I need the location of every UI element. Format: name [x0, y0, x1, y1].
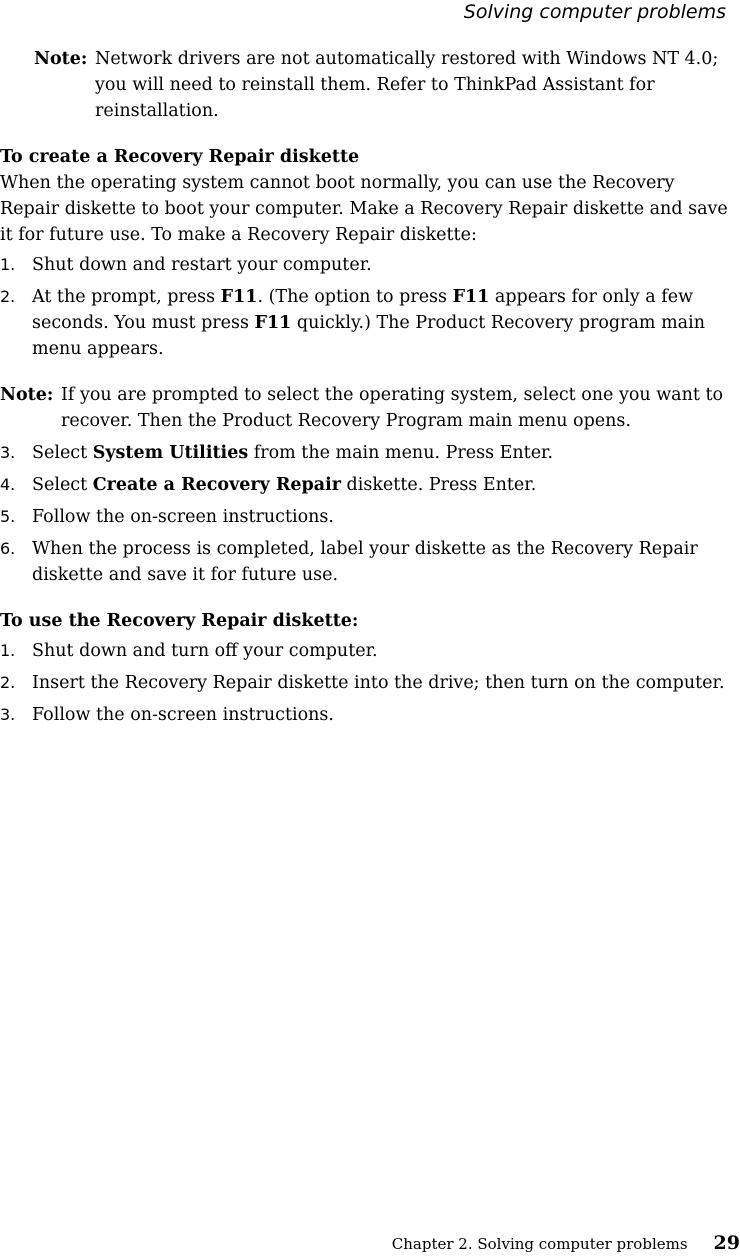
page-footer [392, 1232, 740, 1255]
list-item [0, 638, 738, 664]
step-text: When the process is completed, label your diskette as the Recovery Repair diskette and save it for future use. [32, 539, 698, 585]
step-text-part: quickly.) The Product Recovery program main menu appears. [32, 313, 705, 359]
note-text: Network drivers are not automatically restored with Windows NT 4.0; you will need to reinstall them. Refer to ThinkPad Assistant for reinstallation. [95, 49, 719, 121]
list-item [0, 252, 738, 278]
use-steps-list [0, 638, 738, 728]
step-text [32, 440, 738, 466]
step-text-part: from the main menu. Press Enter. [248, 443, 554, 463]
footer-chapter: Chapter 2. Solving computer problems [391, 1235, 688, 1253]
step-number: 6. [0, 539, 16, 558]
select-os-note [0, 382, 738, 434]
step-text-part: diskette. Press Enter. [340, 475, 537, 495]
step-text-part: . (The option to press [257, 287, 453, 307]
step-text-part: Select [32, 475, 93, 495]
network-drivers-note [34, 46, 738, 124]
key-name: F11 [452, 287, 490, 307]
list-item [0, 670, 738, 696]
page-content [0, 46, 738, 728]
step-text: Follow the on-screen instructions. [32, 705, 334, 725]
create-diskette-heading: To create a Recovery Repair diskette [0, 147, 360, 167]
list-item [0, 284, 738, 362]
step-number: 3. [0, 705, 16, 724]
step-text-part: Select [32, 443, 93, 463]
step-number: 4. [0, 475, 16, 494]
step-number: 5. [0, 507, 16, 526]
step-text: Insert the Recovery Repair diskette into the drive; then turn on the computer. [32, 673, 725, 693]
key-name: F11 [220, 287, 258, 307]
step-number: 3. [0, 443, 16, 462]
step-text [32, 284, 738, 362]
list-item [0, 504, 738, 530]
step-text: Follow the on-screen instructions. [32, 507, 334, 527]
list-item [0, 472, 738, 498]
note-text: If you are prompted to select the operating system, select one you want to recover. Then the Product Recovery Program main menu opens. [61, 385, 724, 431]
running-header: Solving computer problems [463, 1, 726, 23]
step-text: Shut down and restart your computer. [32, 255, 372, 275]
step-text: Shut down and turn off your computer. [32, 641, 378, 661]
step-number: 2. [0, 673, 16, 692]
note-label: Note: [0, 385, 54, 405]
create-diskette-intro: When the operating system cannot boot normally, you can use the Recovery Repair diskette to boot your computer. Make a Recovery Repair diskette and save it for future use. To make a Recovery Repair diskette: [0, 173, 728, 245]
note-label: Note: [34, 49, 88, 69]
menu-item-name: Create a Recovery Repair [92, 475, 341, 495]
step-text-part: appears for only a few seconds. You must press [32, 287, 694, 333]
step-number: 2. [0, 287, 16, 306]
key-name: F11 [254, 313, 292, 333]
create-steps-list-a [0, 252, 738, 362]
list-item [0, 702, 738, 728]
step-text-part: At the prompt, press [32, 287, 221, 307]
page-number: 29 [713, 1232, 740, 1254]
step-text [32, 472, 738, 498]
list-item [0, 536, 738, 588]
menu-item-name: System Utilities [92, 443, 249, 463]
step-number: 1. [0, 641, 16, 660]
list-item [0, 440, 738, 466]
use-diskette-heading: To use the Recovery Repair diskette: [0, 611, 359, 631]
step-number: 1. [0, 255, 16, 274]
create-steps-list-b [0, 440, 738, 588]
